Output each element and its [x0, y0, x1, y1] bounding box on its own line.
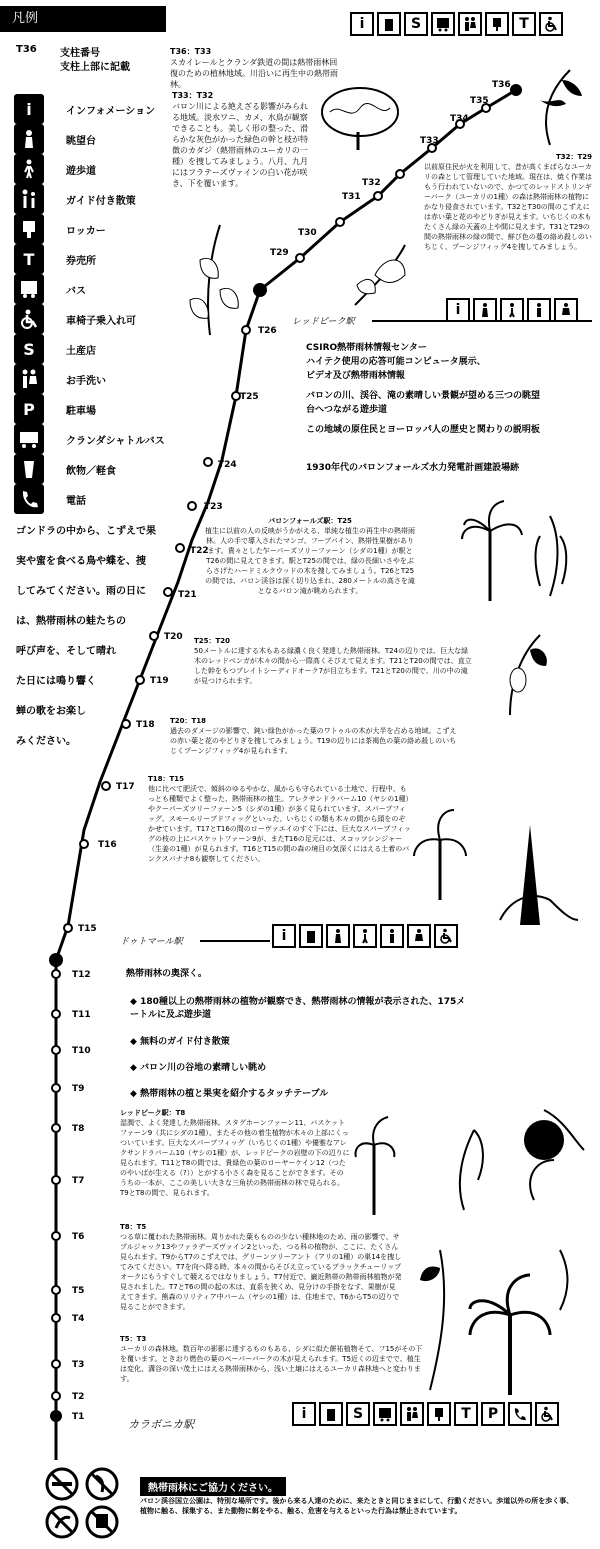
- legend-item-bus: バス: [14, 274, 86, 304]
- info-icon: i: [14, 94, 44, 124]
- phone-icon: [508, 1402, 532, 1426]
- t12-item: ◆ バロン川の谷地の素晴しい眺め: [130, 1063, 267, 1073]
- legend-item-wheelchair: 車椅子乗入れ可: [14, 304, 136, 334]
- support-code: T36: [16, 44, 37, 55]
- station-label: T21: [178, 590, 197, 600]
- ticket-icon: T: [512, 12, 536, 36]
- station-label: T3: [72, 1360, 85, 1370]
- ticket-icon: T: [14, 244, 44, 274]
- lookout-icon: [473, 298, 497, 322]
- palm-illustration: [460, 496, 590, 606]
- t12-item: ◆ 180種以上の熱帯雨林の植物が観察でき、熱帯雨林の情報が表示された、175メートルに及ぶ遊歩道: [130, 997, 466, 1020]
- no-picking-icon: [47, 1507, 77, 1537]
- station-label: T8: [72, 1124, 85, 1134]
- barron-info-line: この地域の原住民とヨーロッパ人の歴史と関わりの説明板: [306, 425, 540, 435]
- station-label: T26: [258, 326, 277, 336]
- station-label: T33: [420, 136, 439, 146]
- parking-icon: P: [14, 394, 44, 424]
- section-t36-t33: T36：T33 スカイレールとクランダ鉄道の間は熱帯雨林回復のための植林地域。川沿いに再生中の熱帯雨林。: [170, 47, 338, 89]
- section-red-peak-t8: レッドピーク駅：T8 湿潤で、よく発達した熱帯雨林。スタグホーンファーン11、バスケットファーン9（共にシダの1種）、またその他の着生植物が木々の上部にくっついています。巨大なスパーブフィッグ（いちじくの1種）や優雅なアレクサンドラパーム10（ヤシの1種）が、レッドピークの岩壁の下の辺りに見られます。T11とT8の間では、貴緑色の葉のローヤーケイン12（つたのやいばが生える（?））とがする小さく森を見ることができます。そのうちの一本が、ここの美しい大きな三角状の熱帯雨林の林で見られる。T9とT8の間で、見られます。: [120, 1109, 350, 1197]
- station-label: T25: [240, 392, 259, 402]
- station-label: T24: [218, 460, 237, 470]
- info-icon: i: [272, 924, 296, 948]
- legend-item-phone: 電話: [14, 484, 86, 514]
- station-label: T1: [72, 1412, 85, 1422]
- walking-icon: [353, 924, 377, 948]
- station-label: T9: [72, 1084, 85, 1094]
- orchid-illustration: [345, 235, 415, 315]
- station-label: T32: [362, 178, 381, 188]
- no-litter-icon: [87, 1507, 117, 1537]
- wheelchair-icon: [535, 1402, 559, 1426]
- legend-item-shuttle: クランダシャトルバス: [14, 424, 165, 454]
- station-label: T18: [136, 720, 155, 730]
- station-label: T19: [150, 676, 169, 686]
- legend-item-shop: S 土産店: [14, 334, 96, 364]
- station-label: T17: [116, 782, 135, 792]
- station-label: T35: [470, 96, 489, 106]
- barron-info-line: ビデオ及び熱帯雨林情報: [306, 371, 405, 381]
- station-label: T30: [298, 228, 317, 238]
- ticket-icon: T: [454, 1402, 478, 1426]
- legend-item-walk: 遊歩道: [14, 154, 96, 184]
- section-t32-t29: T32：T29 以前原住民が火を利用して、昔が高くまばらなユーカリの森として管理していた地域。現在は、焼く作業はもう行われていないので、かつてのレッドストリンギーバーク（ユーカリの1種）の森は熱帯雨林の植物にかなり侵食されています。T32とT30の間のこずえには赤い葉と花のやどりぎが見えます。いちじくの木もたくさん緑の天蓋の上や間に見えます。T31とT29の間の熱帯雨林の緑の間で、鮮び色の蔓の絡め殺しのいちじく、プーンジフィッグ4を捜してみましょう。: [424, 153, 592, 251]
- station-label: T7: [72, 1176, 85, 1186]
- midway-station-label: ドゥトマール駅: [120, 937, 183, 947]
- support-line2: 支柱上部に記載: [60, 62, 130, 73]
- legend-item-cafe: 飲物／軽食: [14, 454, 116, 484]
- prohibition-signs: [44, 1466, 124, 1542]
- station-label: T20: [164, 632, 183, 642]
- parking-icon: P: [481, 1402, 505, 1426]
- bin-icon: [319, 1402, 343, 1426]
- notice-header: 熱帯雨林にご協力ください。: [140, 1476, 286, 1496]
- station-label: T5: [72, 1286, 85, 1296]
- lookout-icon: [326, 924, 350, 948]
- station-label: T10: [72, 1046, 91, 1056]
- toilet-female-icon: [407, 924, 431, 948]
- station-label: T12: [72, 970, 91, 980]
- station-label: T11: [72, 1010, 91, 1020]
- toilet-icon: [380, 924, 404, 948]
- plant-illustration: [520, 60, 590, 150]
- section-barron-falls: バロンフォールズ駅：T25 植生に以前の人の反映がうかがえる、単純な植生の再生中の熱帯雨林。人の手で導入されたマンゴ、フーブパイン、熱帯性果樹があります。貴々とした乍ーパーズソリーファーン（シダの1種）が駅とT26の間に見えてきます。駅とT25の間では、緑の長細いさやをぶらさげたハードミルクウッドの木を捜してみましょう。T26とT25の間では、バロン渓谷は深く切り込まれ、280メートルの高さを滝となるバロン滝が眺められます。: [205, 517, 415, 595]
- barron-info-line: CSIRO熱帯雨林情報センター: [306, 343, 427, 353]
- station-label: T31: [342, 192, 361, 202]
- no-feeding-icon: [87, 1469, 117, 1499]
- midway-divider: [200, 940, 270, 942]
- rainforest-plants-illustration: [354, 1100, 594, 1220]
- info-icon: i: [292, 1402, 316, 1426]
- station-label: T22: [190, 546, 209, 556]
- legend-item-guide: ガイド付き散策: [14, 184, 136, 214]
- vine-palm-illustration: [400, 1220, 590, 1400]
- caravonica-facility-icons: [292, 1402, 559, 1426]
- bin-icon: [299, 924, 323, 948]
- station-label: T36: [492, 80, 511, 90]
- red-peak-label: レッドピーク駅: [292, 317, 355, 327]
- shop-icon: S: [346, 1402, 370, 1426]
- station-label: T15: [78, 924, 97, 934]
- legend-item-ticket: T 券売所: [14, 244, 96, 274]
- legend-item-lookout: 眺望台: [14, 124, 96, 154]
- station-label: T2: [72, 1392, 85, 1402]
- section-t18-t15: T18：T15 他に比べて肥沃で、傾斜のゆるやかな、風からも守られている土地で、行程中、もっとも種類でよく整った、熱帯雨林の植生。アレクサンドラパーム10（ヤシの1種）やクーパーズツリーファーン5（シダの1種）が多く見られています。スパーブフィッグ、スモールリーブドフィッグといった、いちじくの類も木々の間から頭をのぞかせています。T17とT16の間のローヴァエイのすぐ下には、巨大なスパーブフィッグの枝の上にバスケットファーン9が、またT16の足元には、スコッツシンジャー（生姜の1種）が見られます。T16とT15の間の森の境目の気深くにはえる土着のバンクスバナナ8も観察してください。: [148, 775, 411, 863]
- support-line1: 支柱番号: [60, 48, 100, 59]
- toilet-icon: [400, 1402, 424, 1426]
- fern-illustration: [410, 780, 590, 930]
- notice-body: バロン渓谷国立公園は、特別な場所です。後から来る人達のために、来たときと同じままにして、行動ください。歩道以外の所を歩く事、植物に触る、採集する、また動物に餌をやる、触る、危害を与えるといった行為は禁止されています。: [140, 1497, 574, 1515]
- section-t20-t18: T20：T18 過去のダメージの影響で、鈍い緑色がかった葉のワトゥルの木が大半を占める地域。こずえの赤い葉と花のやどりぎを捜してみましょう。T19の辺りには茶褐色の葉の絡め殺しのいちじくプーンジフィッグ4が見られます。: [170, 717, 457, 755]
- station-label: T4: [72, 1314, 85, 1324]
- station-label: T6: [72, 1232, 85, 1242]
- leaf-illustration: [170, 220, 250, 340]
- toilet-icon: [527, 298, 551, 322]
- section-t25-t20: T25：T20 50メートルに達する木もある緑濃く良く発達した熱帯雨林。T24の辺りでは、巨大な緑木のレッドベンガが木々の間から一際高くそびえて見えます。T21とT20の間では、直立した幹をもつプレイトシーディドオーク7が目立ちます。T21とT20の間で、川の中の滝が見つけられます。: [194, 637, 472, 685]
- section-t8-t5: T8：T5 つる草に覆われた熱帯雨林。周りかれた葉もものの少ない種林地のため、雨の影響で、サプルジャック13やファラデーズヴァイン2といった、つる科の植物が、ここに、たくさん見られます。T9からT7のこずえでは、グリーンツリーアント（アリの1種）の巣14を捜してみてください。T7を向へ降る時、本々の間からそびえ立っているブラックチューリップオークにもうすぐして競えるではなりましょう。T7付近で、巌近熱帯の熱帯雨林植物が発見されました。T7とT6の間の起の木は、直系を狭くめ、見分けの手掛をなす、果樹が見えてきます。熊森のリリティア中パーム（ヤシの1種）は、住地まで、T6からT5の辺りで見ることができます。: [120, 1223, 402, 1311]
- midway-facility-icons: [272, 924, 458, 948]
- tree-illustration: [318, 82, 402, 152]
- fruit-illustration: [490, 620, 560, 720]
- no-smoking-icon: [47, 1469, 77, 1499]
- walking-icon: [500, 298, 524, 322]
- station-label: T16: [98, 840, 117, 850]
- wheelchair-icon: [434, 924, 458, 948]
- legend-header: 凡例: [0, 6, 166, 32]
- toilet-female-icon: [554, 298, 578, 322]
- section-t33-t32: T33：T32 バロン川による絶えざる影響がみられる地域。淡水ワニ、カメ、水鳥が観察できることも。美しく形の整った、滑らかな灰色がかった緑色の幹と枝が特徴のカダジ（熱帯雨林のユーカリの一種）を捜してみましょう。八月、九月にはフラテーズヴァインの白い花が咲き、下を覆います。: [172, 91, 308, 188]
- barron-info-line: 1930年代のバロンフォールズ水力発電計画建設場跡: [306, 463, 520, 473]
- legend-item-locker: ロッカー: [14, 214, 106, 244]
- red-peak-divider: [372, 320, 592, 322]
- t12-item: ◆ 無料のガイド付き散策: [130, 1037, 230, 1047]
- legend-item-parking: P 駐車場: [14, 394, 96, 424]
- shop-icon: S: [404, 12, 428, 36]
- barron-info-line: バロンの川、渓谷、滝の素晴しい景観が望める三つの眺望: [306, 391, 541, 401]
- station-label: T29: [270, 248, 289, 258]
- legend-item-info: i インフォメーション: [14, 94, 155, 124]
- t12-title: 熱帯雨林の奥深く。: [126, 969, 207, 979]
- locker-icon: [427, 1402, 451, 1426]
- station-label: T23: [204, 502, 223, 512]
- bus-icon: [373, 1402, 397, 1426]
- info-icon: i: [350, 12, 374, 36]
- shop-icon: S: [14, 334, 44, 364]
- red-peak-facility-icons: [446, 298, 578, 322]
- barron-info-line: 台へつながる遊歩道: [306, 405, 388, 415]
- station-label: T34: [450, 114, 469, 124]
- legend-item-toilet: お手洗い: [14, 364, 106, 394]
- caravonica-station-label: カラボニカ駅: [128, 1418, 194, 1431]
- section-t5-t3: T5：T3 ユーカリの森林地。数百年の影影に達するものもある、シダに似た餅祐植物そて、フ15がその下を覆います。ときおり燃色の葉のペーパーバークの木が見えられます。T5近くの辺までで、植生は変化、溝谷の深い茂土にはえる熱帯雨林から、浅い土壌にはえるユーカリ森林地へと変わります。: [120, 1335, 423, 1383]
- t12-item: ◆ 熱帯雨林の植と果実を紹介するタッチテーブル: [130, 1089, 329, 1099]
- barron-info-line: ハイテク使用の応答可能コンピュータ展示、: [306, 357, 486, 367]
- info-icon: i: [446, 298, 470, 322]
